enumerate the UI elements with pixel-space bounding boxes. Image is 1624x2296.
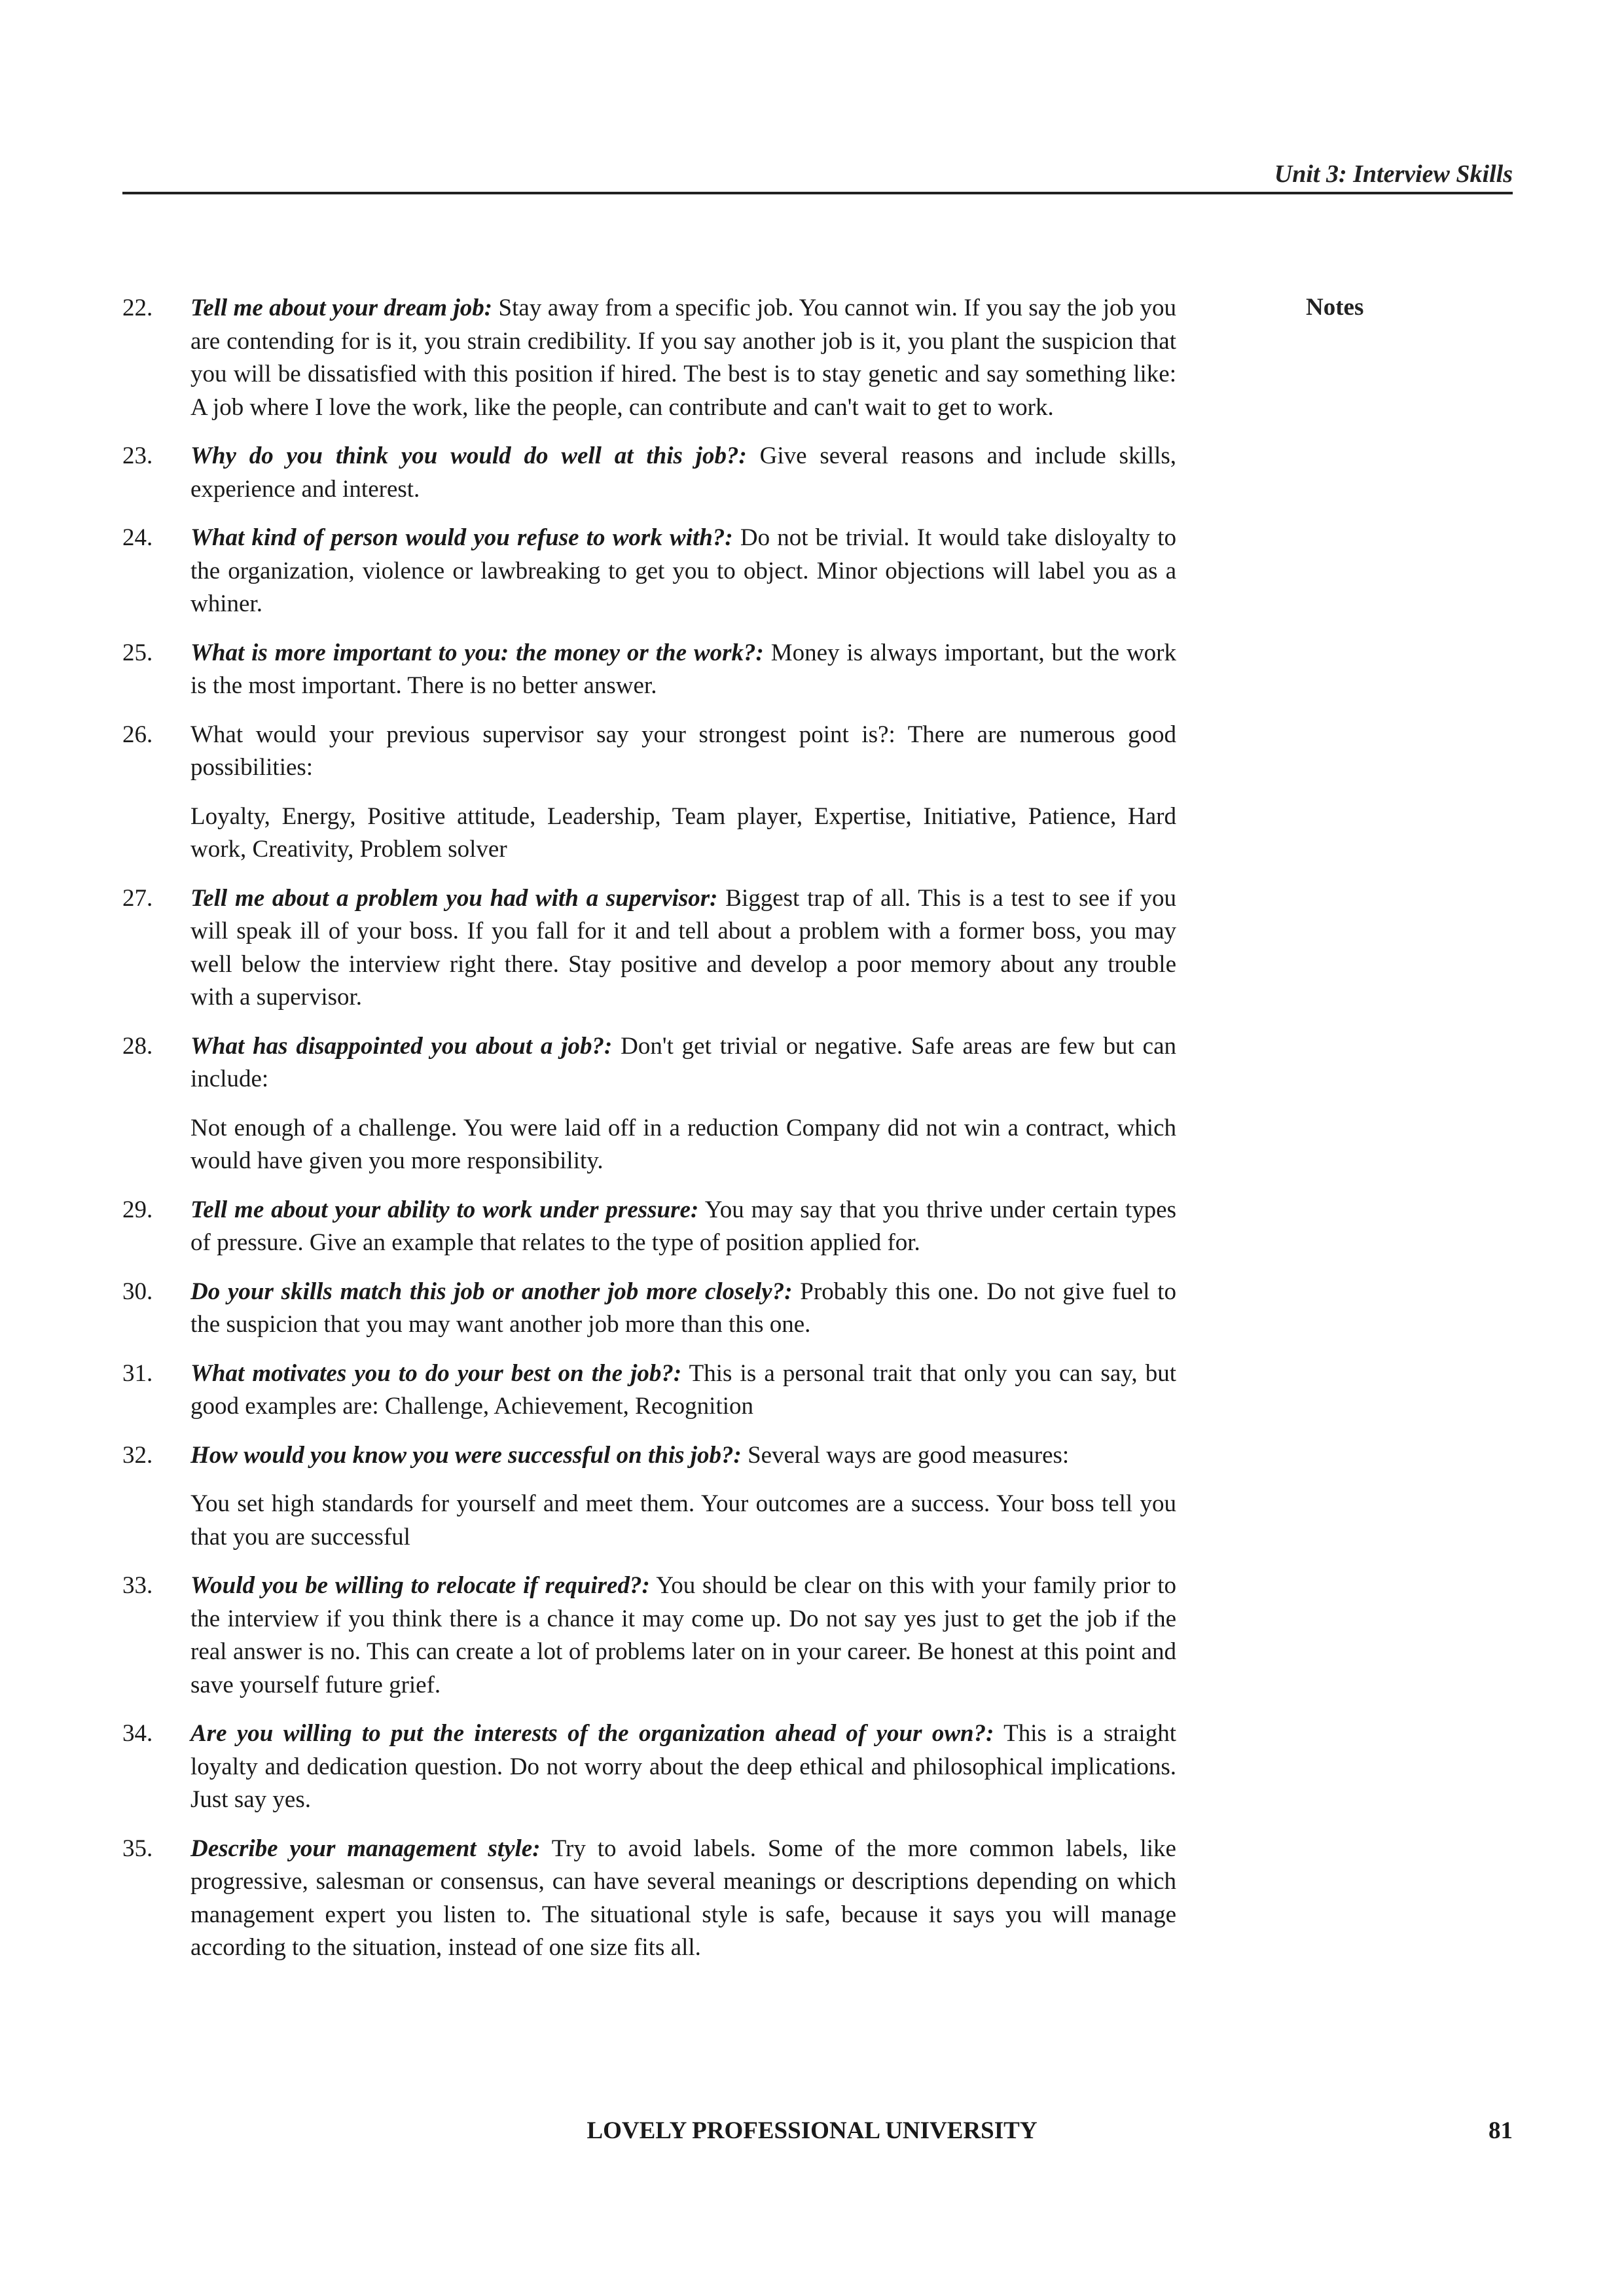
item-number: 31.	[122, 1359, 153, 1387]
item-number: 34.	[122, 1720, 153, 1747]
item-body	[190, 522, 1176, 621]
item-lead: Describe your management style:	[190, 1835, 541, 1862]
list-item	[122, 1717, 1176, 1817]
item-text: Try to avoid labels. Some of the more common labels, like progressive, salesman or consensus, can have several meanings or descriptions depending on which management expert you listen to. The situational style is safe, because it says you will manage according to the situation, instead of one size fits all.	[190, 1835, 1176, 1961]
item-number: 23.	[122, 442, 153, 469]
item-lead: What is more important to you: the money or the work?:	[190, 639, 764, 666]
item-body	[190, 292, 1176, 424]
list-item	[122, 292, 1176, 424]
item-lead: Are you willing to put the interests of the organization ahead of your own?:	[190, 1720, 994, 1747]
question-list	[122, 292, 1176, 1981]
list-item	[122, 1276, 1176, 1342]
list-item	[122, 440, 1176, 506]
item-text: You may say that you thrive under certain types of pressure. Give an example that relates to the type of position applied for.	[190, 1196, 1176, 1256]
item-number: 27.	[122, 884, 153, 912]
item-number: 33.	[122, 1572, 153, 1599]
item-body	[190, 1717, 1176, 1817]
item-number: 30.	[122, 1278, 153, 1305]
item-body	[190, 1439, 1176, 1554]
item-body	[190, 1276, 1176, 1342]
item-text: Probably this one. Do not give fuel to the suspicion that you may want another job more than this one.	[190, 1278, 1176, 1338]
item-text: Money is always important, but the work is the most important. There is no better answer.	[190, 639, 1176, 699]
item-extra-paragraph: Not enough of a challenge. You were laid off in a reduction Company did not win a contract, which would have given you more responsibility.	[190, 1114, 1176, 1174]
header-rule	[122, 192, 1513, 194]
item-lead: Would you be willing to relocate if required?:	[190, 1572, 650, 1599]
item-text: Do not be trivial. It would take disloyalty to the organization, violence or lawbreaking to get you to object. Minor objections will label you as a whiner.	[190, 524, 1177, 617]
notes-label: Notes	[1306, 294, 1364, 321]
item-lead: What has disappointed you about a job?:	[190, 1032, 613, 1060]
item-body	[190, 440, 1176, 506]
item-extra-paragraph: You set high standards for yourself and meet them. Your outcomes are a success. Your boss tell you that you are successful	[190, 1490, 1176, 1551]
item-text: Biggest trap of all. This is a test to see if you will speak ill of your boss. If you fall for it and tell about a problem with a former boss, you may well below the interview right there. Stay positive and develop a poor memory about any trouble with a supervisor.	[190, 884, 1176, 1011]
list-item	[122, 1194, 1176, 1260]
footer-university: LOVELY PROFESSIONAL UNIVERSITY	[586, 2117, 1038, 2144]
item-number: 32.	[122, 1441, 153, 1469]
list-item	[122, 882, 1176, 1014]
item-lead: Tell me about your ability to work under pressure:	[190, 1196, 699, 1223]
unit-header-title: Unit 3: Interview Skills	[1274, 160, 1513, 188]
item-lead: Tell me about your dream job:	[190, 295, 493, 321]
list-item	[122, 1357, 1176, 1424]
item-text: Stay away from a specific job. You cannot win. If you say the job you are contending for is it, you strain credibility. If you say another job is it, you plant the suspicion that you will be dissatisfied with this position if hired. The best is to stay genetic and say something like: A job where I love the work, like the people, can contribute and can't wait to get to work.	[190, 295, 1176, 421]
list-item	[122, 719, 1176, 867]
item-text: Several ways are good measures:	[741, 1441, 1070, 1469]
item-number: 35.	[122, 1835, 153, 1862]
item-body	[190, 1357, 1176, 1424]
item-text: This is a personal trait that only you can say, but good examples are: Challenge, Achievement, Recognition	[190, 1359, 1176, 1420]
list-item	[122, 522, 1176, 621]
item-body	[190, 719, 1176, 867]
item-lead: What kind of person would you refuse to work with?:	[190, 524, 733, 551]
item-body	[190, 1833, 1176, 1965]
item-number: 22.	[122, 295, 153, 321]
list-item	[122, 1570, 1176, 1702]
item-lead: What motivates you to do your best on the job?:	[190, 1359, 682, 1387]
item-text: Give several reasons and include skills, experience and interest.	[190, 442, 1176, 503]
item-text: What would your previous supervisor say your strongest point is?: There are numerous good possibilities:	[190, 721, 1176, 781]
item-number: 28.	[122, 1032, 153, 1060]
item-text: Don't get trivial or negative. Safe areas are few but can include:	[190, 1032, 1176, 1092]
list-item	[122, 1439, 1176, 1554]
list-item	[122, 1833, 1176, 1965]
page-number: 81	[1489, 2117, 1513, 2144]
item-body	[190, 1030, 1176, 1178]
item-lead: Do your skills match this job or another job more closely?:	[190, 1278, 793, 1305]
item-lead: Why do you think you would do well at this job?:	[190, 442, 747, 469]
item-body	[190, 1570, 1176, 1702]
item-number: 26.	[122, 721, 153, 748]
item-body	[190, 882, 1176, 1014]
item-body	[190, 1194, 1176, 1260]
item-extra-paragraph: Loyalty, Energy, Positive attitude, Leadership, Team player, Expertise, Initiative, Patience, Hard work, Creativity, Problem solver	[190, 802, 1176, 863]
item-number: 24.	[122, 524, 153, 551]
item-number: 25.	[122, 639, 153, 666]
list-item	[122, 637, 1176, 703]
item-text: This is a straight loyalty and dedication question. Do not worry about the deep ethical and philosophical implications. Just say yes.	[190, 1720, 1176, 1813]
item-lead: Tell me about a problem you had with a supervisor:	[190, 884, 718, 912]
item-body	[190, 637, 1176, 703]
item-lead: How would you know you were successful on this job?:	[190, 1441, 742, 1469]
list-item	[122, 1030, 1176, 1178]
item-text: You should be clear on this with your family prior to the interview if you think there is a chance it may come up. Do not say yes just to get the job if the real answer is no. This can create a lot of problems later on in your career. Be honest at this point and save yourself future grief.	[190, 1572, 1176, 1698]
item-number: 29.	[122, 1196, 153, 1223]
